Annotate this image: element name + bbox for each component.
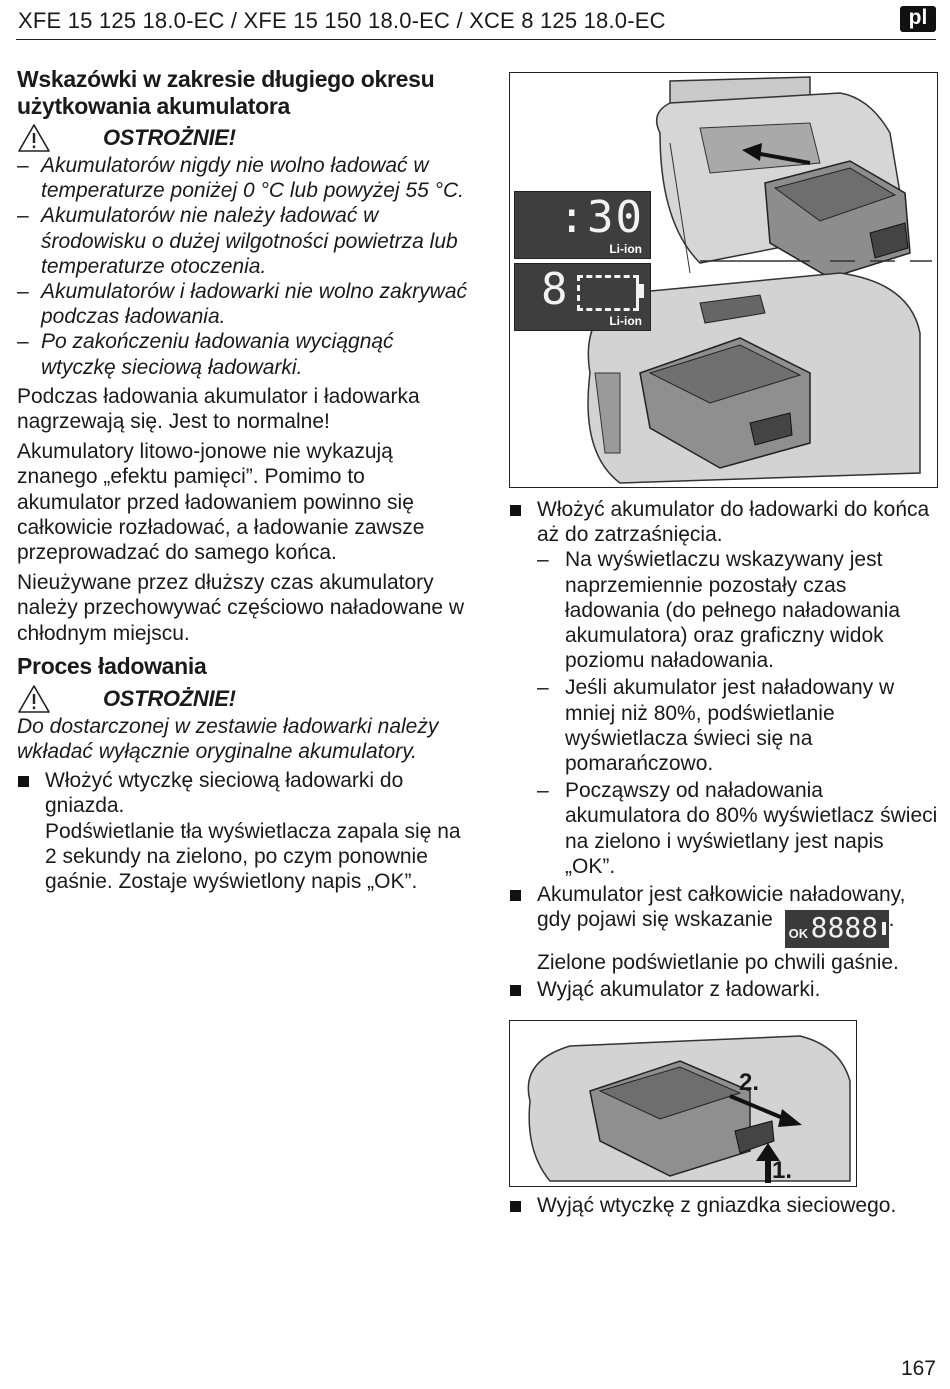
step-text-main: Akumulator jest całkowicie naładowany, gdy pojawi się wskazanie bbox=[537, 883, 906, 932]
display-unit-label: Li-ion bbox=[609, 314, 642, 328]
bullet-square-icon bbox=[510, 1201, 521, 1212]
document-header: XFE 15 125 18.0-EC / XFE 15 150 18.0-EC / XCE 8 125 18.0-EC bbox=[18, 8, 666, 33]
caution-header bbox=[17, 123, 467, 153]
step-text: Włożyć wtyczkę sieciową ładowarki do gniazda. bbox=[45, 769, 404, 818]
bullet-square-icon bbox=[510, 890, 521, 901]
figure-label-1: 1. bbox=[772, 1157, 793, 1184]
display-unit-label: Li-ion bbox=[609, 242, 642, 256]
display-level-digit: 8 bbox=[541, 264, 568, 315]
step-insert-battery bbox=[509, 497, 939, 879]
caution-item: – Akumulatorów i ładowarki nie wolno zakrywać podczas ładowania. bbox=[17, 279, 467, 329]
section-title-battery-care: Wskazówki w zakresie długiego okresu użytkowania akumulatora bbox=[17, 66, 435, 119]
step-text: Wyjąć akumulator z ładowarki. bbox=[537, 978, 821, 1002]
step-text bbox=[537, 882, 939, 948]
battery-tip-icon bbox=[882, 922, 886, 935]
removal-illustration bbox=[510, 1021, 856, 1186]
step-unplug bbox=[509, 1193, 939, 1218]
step-sub-item bbox=[537, 675, 939, 776]
caution-item: – Akumulatorów nigdy nie wolno ładować w temperaturze poniżej 0 °C lub powyżej 55 °C. bbox=[17, 153, 467, 203]
step-remove-battery bbox=[509, 977, 939, 1002]
dash-marker: – bbox=[537, 548, 549, 572]
battery-tip-icon bbox=[639, 284, 644, 298]
bullet-square-icon bbox=[510, 505, 521, 516]
paragraph-heating: Podczas ładowania akumulator i ładowarka nagrzewają się. Jest to normalne! bbox=[17, 384, 420, 434]
bullet-square-icon bbox=[18, 776, 29, 787]
warning-triangle-icon bbox=[17, 684, 51, 714]
caution-list bbox=[17, 153, 467, 380]
caution-item: – Akumulatorów nie należy ładować w środowisku o dużej wilgotności powietrza lub temperaturze otoczenia. bbox=[17, 203, 467, 279]
full-charge-display bbox=[785, 910, 889, 948]
page-number: 167 bbox=[900, 1357, 936, 1380]
caution-text-original-batteries: Do dostarczonej w zestawie ładowarki należy wkładać wyłącznie oryginalne akumulatory. bbox=[17, 714, 439, 764]
dash-marker: – bbox=[537, 676, 549, 700]
figure-label-2: 2. bbox=[739, 1069, 760, 1096]
battery-level-bars bbox=[577, 275, 639, 311]
display-time-value: :30 bbox=[558, 192, 644, 243]
warning-triangle-icon bbox=[17, 123, 51, 153]
caution-label: OSTROŻNIE! bbox=[103, 686, 236, 712]
charger-display-time bbox=[514, 191, 651, 259]
left-column bbox=[17, 66, 467, 894]
dash-marker: – bbox=[537, 779, 549, 803]
charger-insert-figure bbox=[509, 72, 938, 488]
sub-item-text: Na wyświetlaczu wskazywany jest naprzemiennie pozostały czas ładowania (do pełnego naładowania akumulatora) oraz graficzny widok poziomu naładowania. bbox=[565, 548, 901, 673]
display-digits: 8888 bbox=[810, 911, 879, 945]
language-badge: pl bbox=[900, 6, 936, 32]
step-note: Podświetlanie tła wyświetlacza zapala się na 2 sekundy na zielono, po czym ponownie gaśnie. Zostaje wyświetlony napis „OK”. bbox=[45, 819, 461, 894]
final-step-block bbox=[509, 1193, 939, 1218]
step-text: Włożyć akumulator do ładowarki do końca aż do zatrzaśnięcia. bbox=[537, 498, 930, 547]
step-text: Wyjąć wtyczkę z gniazdka sieciowego. bbox=[537, 1194, 897, 1217]
paragraph-storage: Nieużywane przez dłuższy czas akumulatory należy przechowywać częściowo naładowane w chłodnym miejscu. bbox=[17, 571, 465, 645]
sub-item-text: Jeśli akumulator jest naładowany w mniej niż 80%, podświetlanie wyświetlacza świeci się na pomarańczowo. bbox=[565, 676, 895, 776]
step-sub-item bbox=[537, 778, 939, 879]
step-text-end: . bbox=[888, 908, 895, 932]
bullet-square-icon bbox=[510, 985, 521, 996]
caution-header bbox=[17, 684, 467, 714]
display-ok-text: OK bbox=[788, 926, 809, 942]
battery-removal-figure bbox=[509, 1020, 857, 1187]
right-column bbox=[509, 497, 939, 1003]
caution-label: OSTROŻNIE! bbox=[103, 125, 236, 151]
step-sub-item bbox=[537, 547, 939, 673]
step-plug-in bbox=[17, 768, 467, 894]
paragraph-memory-effect: Akumulatory litowo-jonowe nie wykazują znanego „efektu pamięci”. Pomimo to akumulator przed ładowaniem powinno się całkowicie rozładować, a ładowanie zawsze przeprowadzać do samego końca. bbox=[17, 440, 425, 565]
caution-item: – Po zakończeniu ładowania wyciągnąć wtyczkę sieciową ładowarki. bbox=[17, 329, 467, 379]
step-fully-charged bbox=[509, 882, 939, 975]
step-note: Zielone podświetlanie po chwili gaśnie. bbox=[537, 951, 899, 975]
section-title-charging-process: Proces ładowania bbox=[17, 652, 207, 679]
header-divider bbox=[16, 39, 936, 40]
sub-item-text: Począwszy od naładowania akumulatora do 80% wyświetlacz świeci na zielono i wyświetlany jest napis „OK”. bbox=[565, 779, 938, 878]
charger-display-level bbox=[514, 263, 651, 331]
